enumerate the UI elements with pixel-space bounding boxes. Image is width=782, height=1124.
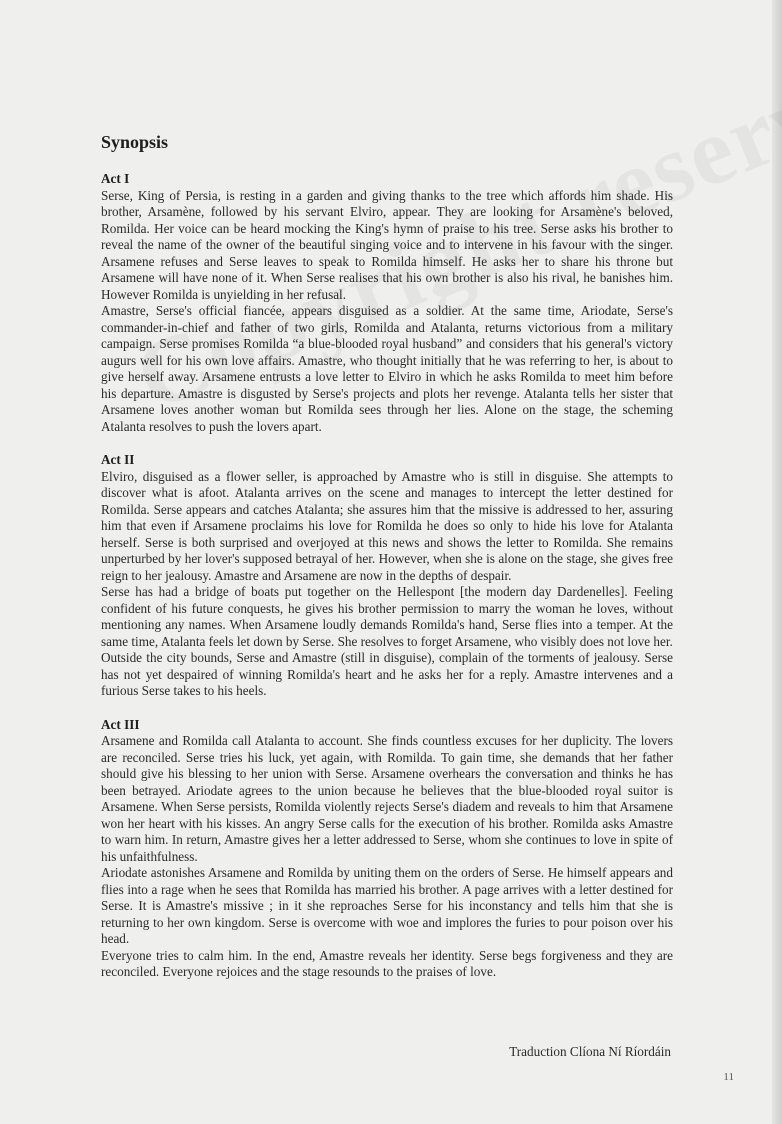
paragraph: Outside the city bounds, Serse and Amastre (still in disguise), complain of the torments of jealousy. Serse has not yet despaired of winning Romilda's heart and he asks her for a reply. Amastre intervenes and a furious Serse takes to his heels. [101, 650, 673, 698]
paragraph: Amastre, Serse's official fiancée, appears disguised as a soldier. At the same time, Ariodate, Serse's commander-in-chief and father of two girls, Romilda and Atalanta, returns victorious from a military campaign. Serse promises Romilda “a blue-blooded royal husband” and considers that his general's victory augurs well for his own love affairs. Amastre, who thought initially that he was referring to her, is about to give herself away. Arsamene entrusts a love letter to Elviro in which he asks Romilda to meet him before his departure. Amastre is disgusted by Serse's projects and plots her revenge. Atalanta tells her sister that Arsamene loves another woman but Romilda sees through her lies. Alone on the stage, the scheming Atalanta resolves to push the lovers apart. [101, 303, 673, 434]
paragraph: Serse, King of Persia, is resting in a garden and giving thanks to the tree which affords him shade. His brother, Arsamène, followed by his servant Elviro, appear. They are looking for Arsamène's beloved, Romilda. Her voice can be heard mocking the King's hymn of praise to his tree. Serse asks his brother to reveal the name of the owner of the beautiful singing voice and to intervene in his favour with the singer. Arsamene refuses and Serse leaves to speak to Romilda himself. He asks her to share his throne but Arsamene will have none of it. When Serse realises that his own brother is also his rival, he banishes him. However Romilda is unyielding in her refusal. [101, 187, 673, 302]
paragraph: Serse has had a bridge of boats put together on the Hellespont [the modern day Dardenelles]. Feeling confident of his future conquests, he gives his brother permission to marry the woman he loves, without mentioning any names. When Arsamene loudly demands Romilda's hand, Serse flies into a temper. At the same time, Atalanta feels let down by Serse. She resolves to forget Arsamene, who visibly does not love her. [101, 584, 673, 649]
act-heading: Act III [101, 716, 140, 732]
page-title: Synopsis [101, 132, 169, 152]
paragraph: Ariodate astonishes Arsamene and Romilda by uniting them on the orders of Serse. He himself appears and flies into a rage when he sees that Romilda has married his brother. A page arrives with a letter destined for Serse. It is Amastre's missive ; in it she reproaches Serse for his inconstancy and tells him that she is returning to her own kingdom. Serse is overcome with woe and implores the furies to pour poison over his head. [101, 865, 673, 946]
synopsis-content [101, 131, 673, 998]
act-heading: Act II [101, 452, 135, 467]
page-edge [772, 0, 782, 1124]
paragraph: Arsamene and Romilda call Atalanta to account. She finds countless excuses for her duplicity. The lovers are reconciled. Serse tries his luck, yet again, with Romilda. To gain time, she demands that her father should give his blessing to her union with Serse. Arsamene overhears the conversation and thinks he has been betrayed. Ariodate agrees to the union because he believes that the blue-blooded royal suitor is Arsamene. When Serse persists, Romilda violently rejects Serse's diadem and reveals to him that Arsamene won her heart with his kisses. An angry Serse calls for the execution of his brother. Romilda asks Amastre to warn him. In return, Amastre gives her a letter addressed to Serse, whom she continues to love in spite of his unfaithfulness. [101, 733, 673, 864]
act-2-section [101, 452, 673, 700]
translation-credit: Traduction Clíona Ní Ríordáin [509, 1044, 671, 1059]
page-number: 11 [723, 1071, 734, 1083]
act-3-section [101, 717, 673, 981]
act-1-section [101, 171, 673, 435]
act-heading: Act I [101, 171, 130, 186]
paragraph: Everyone tries to calm him. In the end, Amastre reveals her identity. Serse begs forgiveness and they are reconciled. Everyone rejoices and the stage resounds to the praises of love. [101, 947, 673, 979]
paragraph: Elviro, disguised as a flower seller, is approached by Amastre who is still in disguise. She attempts to discover what is afoot. Atalanta arrives on the scene and manages to intercept the letter destined for Romilda. Serse appears and catches Atalanta; she assures him that the missive is addressed to her, assuring him that even if Arsamene proclaims his love for Romilda he does so only to hide his love for Atalanta herself. Serse is both surprised and overjoyed at this news and shows the letter to Romilda. She remains unperturbed by her lover's supposed betrayal of her. However, when she is alone on the stage, she gives free reign to her jealousy. Amastre and Arsamene are now in the depths of despair. [101, 468, 673, 583]
